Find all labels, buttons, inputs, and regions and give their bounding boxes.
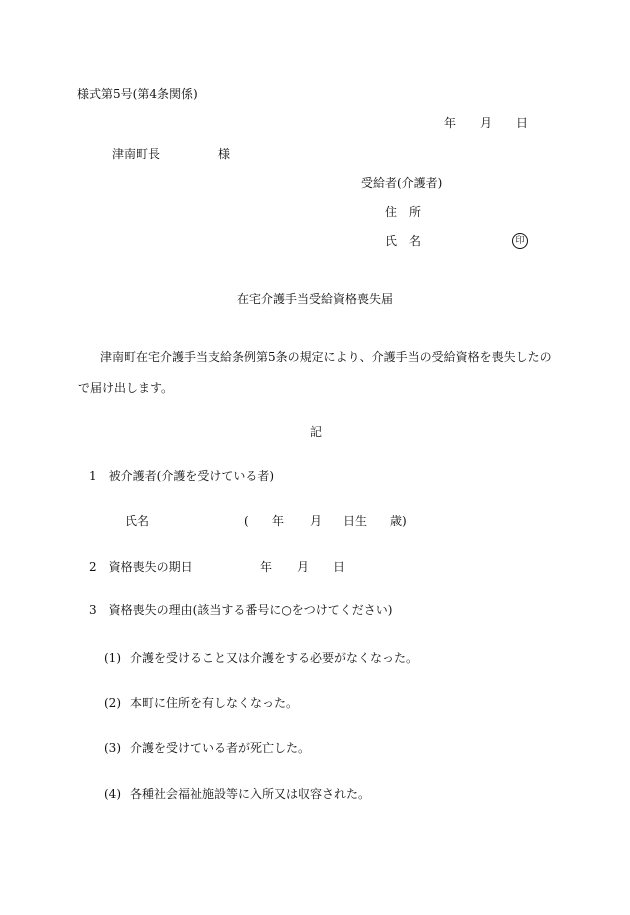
reason-number: (1) — [104, 651, 121, 665]
reason-text: 介護を受けている者が死亡した。 — [130, 741, 311, 755]
date-month-label: 月 — [480, 116, 493, 130]
item1-heading: 1 被介護者(介護を受けている者) — [89, 469, 274, 483]
item2-heading: 2 資格喪失の期日 — [89, 560, 193, 574]
reason-text: 各種社会福祉施設等に入所又は収容された。 — [130, 787, 371, 801]
ki-heading: 記 — [310, 425, 323, 439]
item1-age-label: 歳) — [390, 514, 407, 528]
reason-text: 介護を受けること又は介護をする必要がなくなった。 — [130, 651, 419, 665]
form-number: 様式第5号(第4条関係) — [77, 87, 198, 101]
reason-number: (3) — [104, 741, 121, 755]
item2-day-label: 日 — [333, 560, 346, 574]
reason-text: 本町に住所を有しなくなった。 — [130, 696, 299, 710]
date-day-label: 日 — [516, 116, 529, 130]
body-line-1: 津南町在宅介護手当支給条例第5条の規定により、介護手当の受給資格を喪失したの — [100, 350, 552, 364]
seal-mark: 印 — [512, 233, 528, 249]
item1-paren-open: ( — [244, 514, 249, 528]
item1-born-label: 日生 — [343, 514, 368, 528]
item2-month-label: 月 — [297, 560, 310, 574]
item3-heading: 3 資格喪失の理由(該当する番号に○をつけてください) — [89, 603, 393, 617]
applicant-address-label: 住 所 — [385, 205, 422, 219]
item1-month-label: 月 — [310, 514, 323, 528]
date-year-label: 年 — [444, 116, 457, 130]
applicant-heading: 受給者(介護者) — [361, 176, 443, 190]
applicant-name-label: 氏 名 — [385, 234, 422, 248]
addressee-name: 津南町長 — [112, 147, 161, 161]
body-line-2: で届け出します。 — [78, 381, 174, 395]
addressee-honorific: 様 — [218, 147, 231, 161]
reason-number: (4) — [104, 787, 121, 801]
item1-year-label: 年 — [272, 514, 285, 528]
item2-year-label: 年 — [260, 560, 273, 574]
reason-number: (2) — [104, 696, 121, 710]
document-title: 在宅介護手当受給資格喪失届 — [237, 292, 394, 306]
item1-name-label: 氏名 — [125, 514, 150, 528]
